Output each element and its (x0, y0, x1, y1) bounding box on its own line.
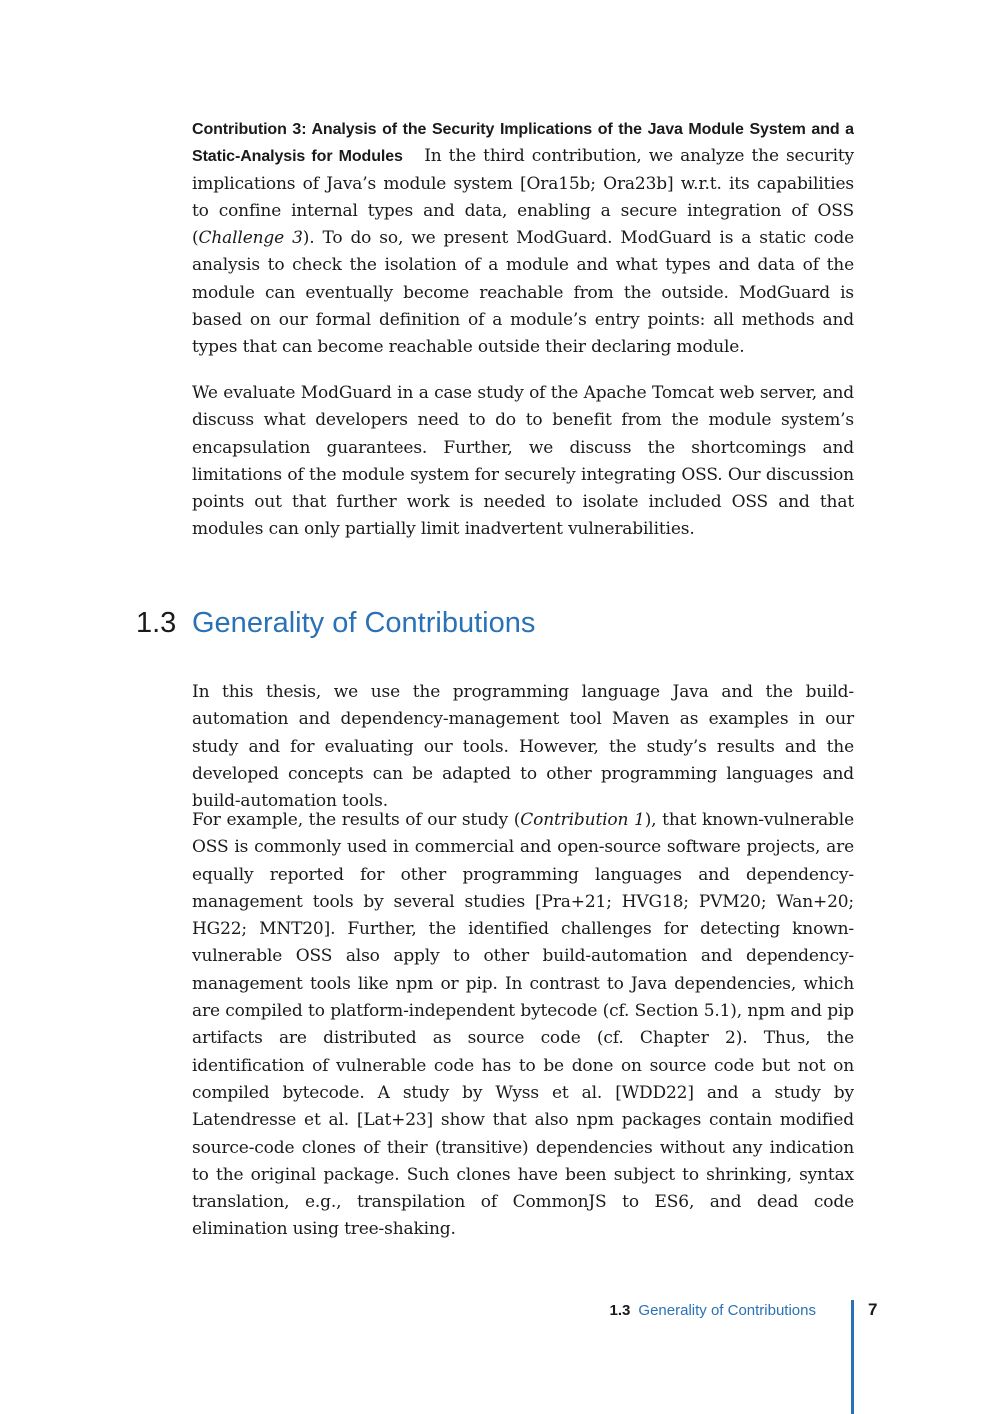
challenge-reference: Challenge 3 (198, 228, 303, 249)
generality-paragraph-2 (192, 807, 854, 1244)
section-number: 1.3 (136, 607, 177, 639)
generality-paragraph-1: In this thesis, we use the programming language Java and the build-automation and dependency-management tool Maven as examples in our study and for evaluating our tools. However, the study’s results and the developed concepts can be adapted to other programming languages and build-automation tools. (192, 682, 854, 812)
contribution-3-paragraph (192, 116, 854, 362)
footer-section-number: 1.3 (609, 1302, 631, 1319)
footer-section-title: Generality of Contributions (638, 1302, 816, 1319)
page-number: 7 (868, 1300, 878, 1319)
generality-paragraph-2-text: For example, the results of our study ( (192, 810, 521, 830)
contribution-3-body-text: In the third contribution, we analyze the security implications of Java’s module system [Ora15b; Ora23b] w.r.t. its capabilities to confine internal types and data, enabling a secure integration of OSS ( (192, 146, 855, 249)
contribution-3-heading: Contribution 3: Analysis of the Security Implications of the Java Module System and a Static-Analysis for Modules (192, 121, 854, 166)
running-footer (500, 1300, 816, 1322)
contribution-reference: Contribution 1 (520, 810, 645, 830)
evaluation-paragraph: We evaluate ModGuard in a case study of the Apache Tomcat web server, and discuss what developers need to do to benefit from the module system’s encapsulation guarantees. Further, we discuss the shortcomings and limitations of the module system for securely integrating OSS. Our discussion points out that further work is needed to isolate included OSS and that modules can only partially limit inadvertent vulnerabilities. (192, 383, 854, 540)
section-heading (136, 603, 535, 643)
section-title: Generality of Contributions (192, 607, 536, 639)
footer-divider (851, 1300, 854, 1414)
contribution-3-body-text-continued: ). To do so, we present ModGuard. ModGuard is a static code analysis to check the isolation of a module and what types and data of the module can eventually become reachable from the outside. ModGuard is based on our formal definition of a module’s entry points: all methods and types that can become reachable outside their declaring module. (192, 228, 854, 358)
generality-paragraph-2-text-continued: ), that known-vulnerable OSS is commonly used in commercial and open-source software projects, are equally reported for other programming languages and dependency-management tools by several studies [Pra+21; HVG18; PVM20; Wan+20; HG22; MNT20]. Further, the identified challenges for detecting known-vulnerable OSS also apply to other build-automation and dependency-management tools like npm or pip. In contrast to Java dependencies, which are compiled to platform-independent bytecode (cf. Section 5.1), npm and pip artifacts are distributed as source code (cf. Chapter 2). Thus, the identification of vulnerable code has to be done on source code but not on compiled bytecode. A study by Wyss et al. [WDD22] and a study by Latendresse et al. [Lat+23] show that also npm packages contain modified source-code clones of their (transitive) dependencies without any indication to the original package. Such clones have been subject to shrinking, syntax translation, e.g., transpilation of CommonJS to ES6, and dead code elimination using tree-shaking. (192, 810, 854, 1240)
